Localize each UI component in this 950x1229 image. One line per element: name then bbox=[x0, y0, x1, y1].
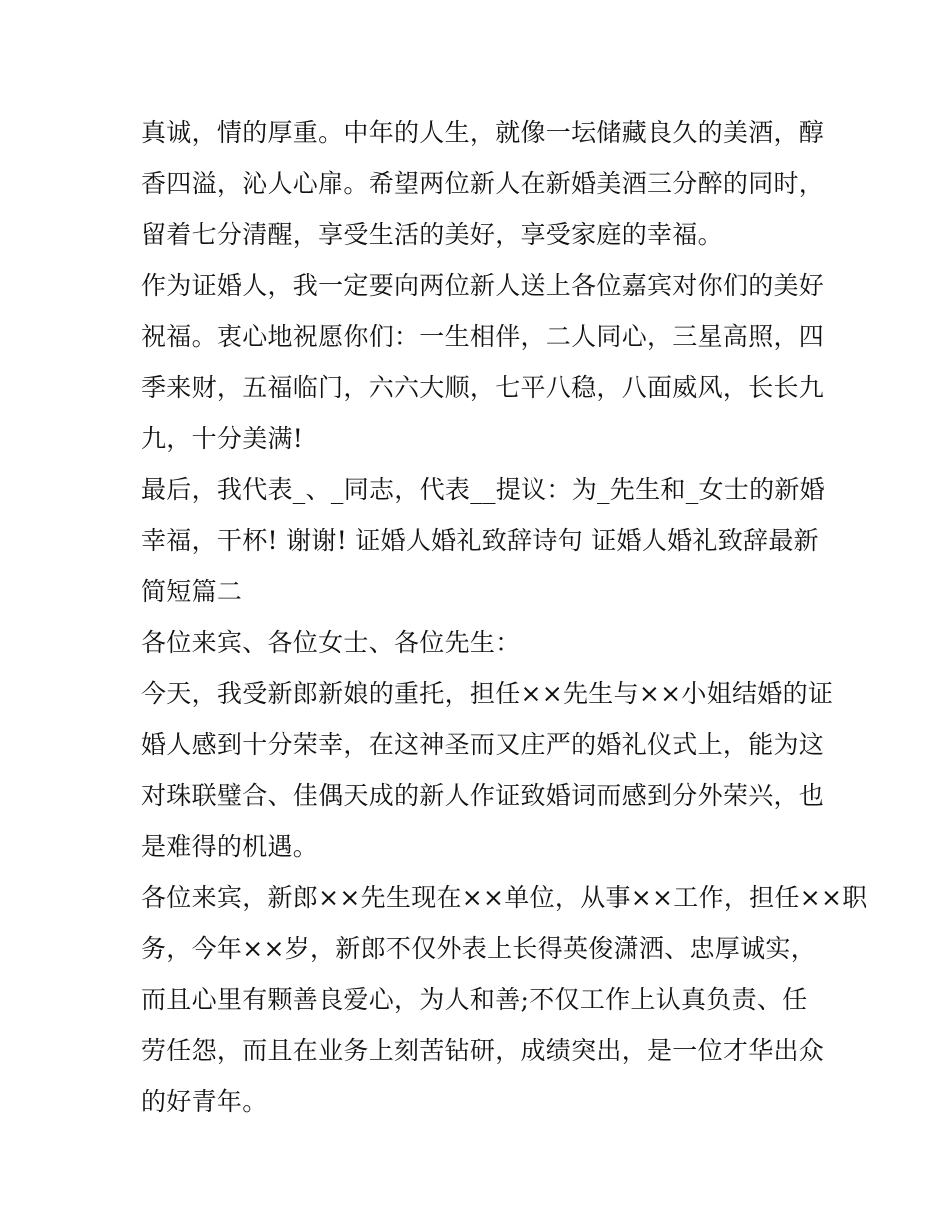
text-line: 而且心里有颗善良爱心，为人和善;不仅工作上认真负责、任 bbox=[141, 985, 808, 1014]
text-line: 劳任怨，而且在业务上刻苦钻研，成绩突出，是一位才华出众 bbox=[141, 1036, 825, 1065]
text-line: 真诚，情的厚重。中年的人生，就像一坛储藏良久的美酒，醇 bbox=[141, 118, 825, 147]
text-line: 是难得的机遇。 bbox=[141, 832, 319, 861]
text-line: 祝福。衷心地祝愿你们：一生相伴，二人同心，三星高照，四 bbox=[141, 322, 825, 351]
text-line: 季来财，五福临门，六六大顺，七平八稳，八面威风，长长九 bbox=[141, 373, 825, 402]
text-line: 留着七分清醒，享受生活的美好，享受家庭的幸福。 bbox=[141, 220, 723, 249]
text-line: 九，十分美满! bbox=[141, 424, 304, 453]
document-body bbox=[141, 107, 868, 1127]
text-line: 婚人感到十分荣幸，在这神圣而又庄严的婚礼仪式上，能为这 bbox=[141, 730, 825, 759]
text-line: 务，今年××岁，新郎不仅外表上长得英俊潇洒、忠厚诚实， bbox=[141, 934, 816, 963]
text-line: 作为证婚人，我一定要向两位新人送上各位嘉宾对你们的美好 bbox=[141, 271, 825, 300]
text-line: 的好青年。 bbox=[141, 1087, 268, 1116]
section-heading: 简短篇二 bbox=[141, 577, 243, 606]
text-line: 对珠联璧合、佳偶天成的新人作证致婚词而感到分外荣兴，也 bbox=[141, 781, 825, 810]
text-line: 最后，我代表_、_同志，代表__提议：为_先生和_女士的新婚 bbox=[141, 475, 826, 504]
text-line: 香四溢，沁人心扉。希望两位新人在新婚美酒三分醉的同时， bbox=[141, 169, 825, 198]
text-line: 幸福，干杯! 谢谢! 证婚人婚礼致辞诗句 证婚人婚礼致辞最新 bbox=[141, 526, 819, 555]
salutation-line: 各位来宾、各位女士、各位先生： bbox=[141, 628, 521, 657]
text-line: 各位来宾，新郎××先生现在××单位，从事××工作，担任××职 bbox=[141, 883, 868, 912]
text-line: 今天，我受新郎新娘的重托，担任××先生与××小姐结婚的证 bbox=[141, 679, 834, 708]
